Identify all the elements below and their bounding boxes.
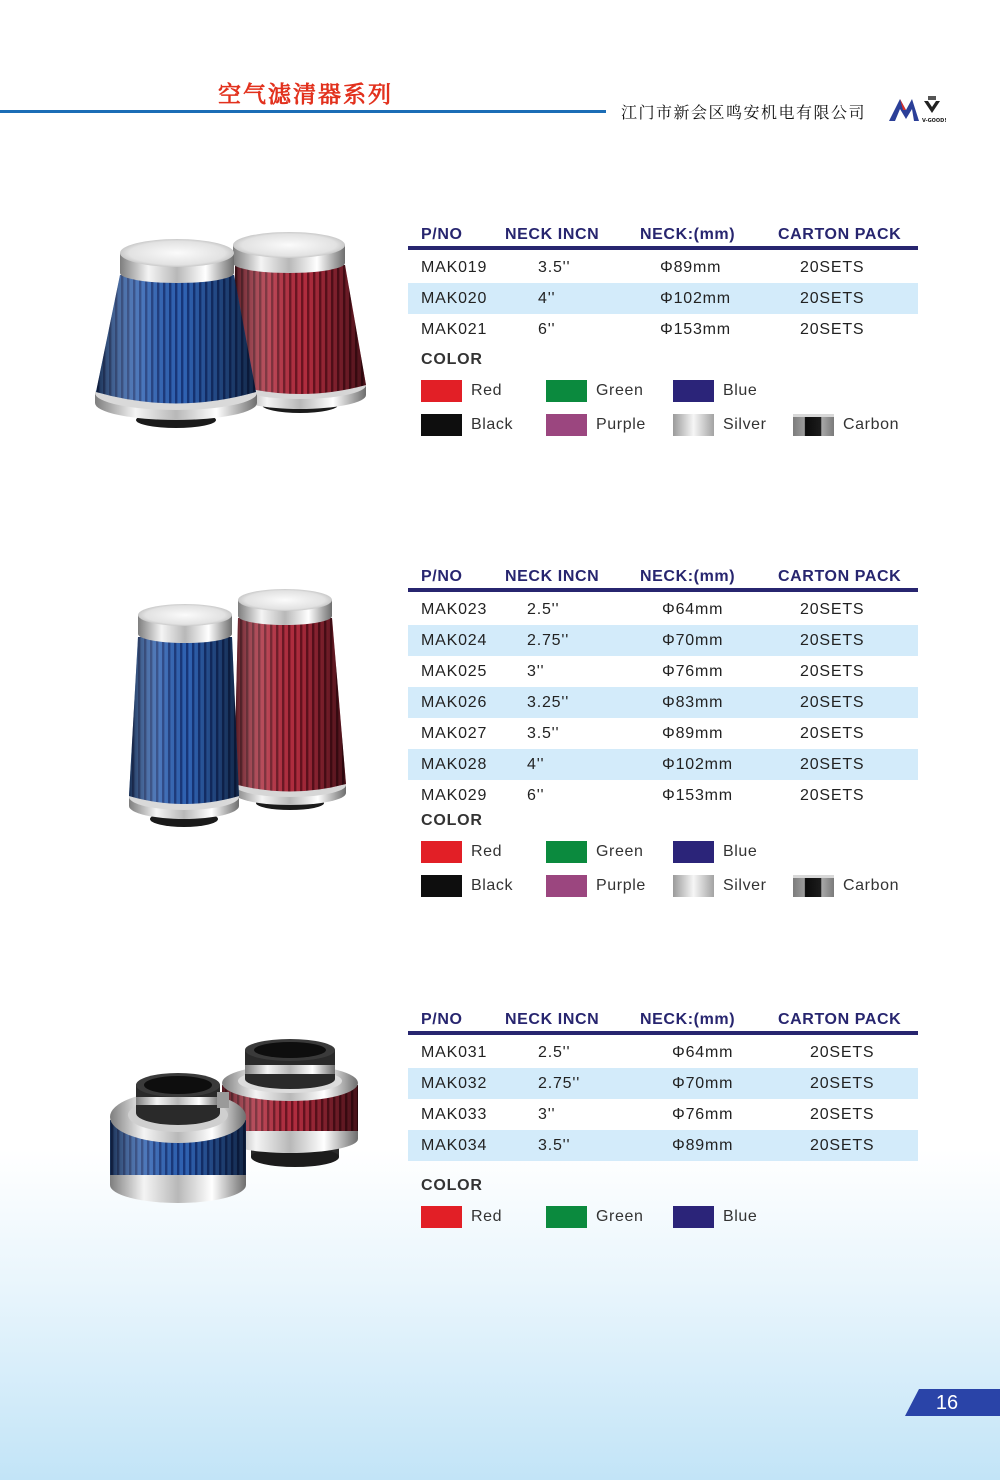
neck-mm: Φ83mm xyxy=(662,694,724,711)
part-number: MAK021 xyxy=(421,321,488,338)
header-neck-inch: NECK INCN xyxy=(505,1011,600,1028)
table-row xyxy=(408,314,918,345)
part-number: MAK019 xyxy=(421,259,488,276)
table-header xyxy=(408,1009,918,1031)
part-number: MAK032 xyxy=(421,1075,488,1092)
color-swatch-carbon xyxy=(793,875,834,897)
carton-pack: 20SETS xyxy=(800,321,865,338)
table-row xyxy=(408,718,918,749)
color-name: Carbon xyxy=(843,877,900,894)
neck-inch: 3.25'' xyxy=(527,694,570,711)
neck-inch: 3.5'' xyxy=(538,1137,571,1154)
part-number: MAK025 xyxy=(421,663,488,680)
carton-pack: 20SETS xyxy=(810,1075,875,1092)
neck-inch: 4'' xyxy=(538,290,556,307)
color-swatch-purple xyxy=(546,875,587,897)
color-swatch-red xyxy=(421,380,462,402)
neck-inch: 6'' xyxy=(527,787,545,804)
color-swatch-blue xyxy=(673,841,714,863)
product-image-pod-filters xyxy=(105,1035,370,1210)
neck-mm: Φ70mm xyxy=(672,1075,734,1092)
header-underline xyxy=(408,246,918,250)
carton-pack: 20SETS xyxy=(800,694,865,711)
carton-pack: 20SETS xyxy=(800,756,865,773)
carton-pack: 20SETS xyxy=(800,663,865,680)
blue-filter xyxy=(95,239,257,428)
neck-inch: 3'' xyxy=(538,1106,556,1123)
color-swatch-black xyxy=(421,414,462,436)
blue-filter xyxy=(129,604,239,827)
carton-pack: 20SETS xyxy=(800,290,865,307)
carton-pack: 20SETS xyxy=(800,259,865,276)
header-part-number: P/NO xyxy=(421,568,463,585)
carton-pack: 20SETS xyxy=(810,1106,875,1123)
neck-mm: Φ102mm xyxy=(660,290,731,307)
table-row xyxy=(408,749,918,780)
header-part-number: P/NO xyxy=(421,226,463,243)
color-name: Purple xyxy=(596,877,646,894)
neck-inch: 2.5'' xyxy=(538,1044,571,1061)
header-carton-pack: CARTON PACK xyxy=(778,226,902,243)
header-part-number: P/NO xyxy=(421,1011,463,1028)
header-underline xyxy=(408,1031,918,1035)
color-name: Purple xyxy=(596,416,646,433)
part-number: MAK027 xyxy=(421,725,488,742)
neck-mm: Φ76mm xyxy=(672,1106,734,1123)
neck-inch: 2.75'' xyxy=(538,1075,581,1092)
color-swatch-silver xyxy=(673,875,714,897)
blue-filter xyxy=(110,1073,246,1203)
carton-pack: 20SETS xyxy=(810,1137,875,1154)
table-row xyxy=(408,625,918,656)
table-row xyxy=(408,1130,918,1161)
header-rule xyxy=(0,110,606,113)
header-neck-inch: NECK INCN xyxy=(505,568,600,585)
page-number-tab xyxy=(895,1385,1000,1420)
red-filter xyxy=(234,589,346,810)
neck-mm: Φ89mm xyxy=(672,1137,734,1154)
table-row xyxy=(408,687,918,718)
color-name: Green xyxy=(596,382,644,399)
table-row xyxy=(408,283,918,314)
color-swatch-black xyxy=(421,875,462,897)
color-swatch-green xyxy=(546,841,587,863)
color-swatch-silver xyxy=(673,414,714,436)
neck-inch: 6'' xyxy=(538,321,556,338)
page-number: 16 xyxy=(935,1392,959,1414)
table-row xyxy=(408,656,918,687)
header-underline xyxy=(408,588,918,592)
part-number: MAK020 xyxy=(421,290,488,307)
color-label: COLOR xyxy=(421,1177,483,1194)
table-row xyxy=(408,1099,918,1130)
company-logo xyxy=(888,95,948,125)
color-name: Black xyxy=(471,877,514,894)
color-swatch-green xyxy=(546,380,587,402)
table-header xyxy=(408,566,918,588)
color-swatch-blue xyxy=(673,380,714,402)
color-name: Blue xyxy=(723,843,758,860)
header-neck-mm: NECK:(mm) xyxy=(640,226,736,243)
color-name: Green xyxy=(596,843,644,860)
neck-mm: Φ102mm xyxy=(662,756,733,773)
neck-mm: Φ89mm xyxy=(662,725,724,742)
table-header xyxy=(408,224,918,246)
table-row xyxy=(408,594,918,625)
color-name: Silver xyxy=(723,877,767,894)
part-number: MAK023 xyxy=(421,601,488,618)
color-name: Blue xyxy=(723,382,758,399)
product-image-cone-filters xyxy=(85,225,375,435)
header-neck-mm: NECK:(mm) xyxy=(640,568,736,585)
table-row xyxy=(408,1068,918,1099)
color-name: Green xyxy=(596,1208,644,1225)
part-number: MAK029 xyxy=(421,787,488,804)
table-row xyxy=(408,1037,918,1068)
neck-inch: 4'' xyxy=(527,756,545,773)
color-name: Red xyxy=(471,382,503,399)
neck-mm: Φ76mm xyxy=(662,663,724,680)
color-name: Red xyxy=(471,1208,503,1225)
neck-inch: 3'' xyxy=(527,663,545,680)
color-swatch-red xyxy=(421,1206,462,1228)
table-row xyxy=(408,252,918,283)
color-swatch-green xyxy=(546,1206,587,1228)
color-name: Carbon xyxy=(843,416,900,433)
neck-mm: Φ64mm xyxy=(662,601,724,618)
carton-pack: 20SETS xyxy=(800,725,865,742)
part-number: MAK024 xyxy=(421,632,488,649)
color-swatch-carbon xyxy=(793,414,834,436)
carton-pack: 20SETS xyxy=(800,787,865,804)
part-number: MAK034 xyxy=(421,1137,488,1154)
color-swatch-purple xyxy=(546,414,587,436)
table-row xyxy=(408,780,918,811)
neck-inch: 3.5'' xyxy=(538,259,571,276)
carton-pack: 20SETS xyxy=(800,632,865,649)
series-title: 空气滤清器系列 xyxy=(218,81,393,108)
neck-inch: 3.5'' xyxy=(527,725,560,742)
color-label: COLOR xyxy=(421,812,483,829)
neck-mm: Φ64mm xyxy=(672,1044,734,1061)
carton-pack: 20SETS xyxy=(810,1044,875,1061)
header-neck-inch: NECK INCN xyxy=(505,226,600,243)
header-carton-pack: CARTON PACK xyxy=(778,1011,902,1028)
color-swatch-blue xyxy=(673,1206,714,1228)
header-carton-pack: CARTON PACK xyxy=(778,568,902,585)
product-image-tall-cone-filters xyxy=(120,585,360,835)
color-label: COLOR xyxy=(421,351,483,368)
neck-mm: Φ70mm xyxy=(662,632,724,649)
header-neck-mm: NECK:(mm) xyxy=(640,1011,736,1028)
part-number: MAK031 xyxy=(421,1044,488,1061)
neck-mm: Φ153mm xyxy=(660,321,731,338)
neck-mm: Φ153mm xyxy=(662,787,733,804)
color-name: Blue xyxy=(723,1208,758,1225)
color-name: Red xyxy=(471,843,503,860)
color-swatch-red xyxy=(421,841,462,863)
logo-text: V-GOOD! xyxy=(922,118,947,124)
part-number: MAK026 xyxy=(421,694,488,711)
color-name: Silver xyxy=(723,416,767,433)
part-number: MAK033 xyxy=(421,1106,488,1123)
company-name: 江门市新会区鸣安机电有限公司 xyxy=(621,103,867,122)
neck-mm: Φ89mm xyxy=(660,259,722,276)
carton-pack: 20SETS xyxy=(800,601,865,618)
color-name: Black xyxy=(471,416,514,433)
neck-inch: 2.75'' xyxy=(527,632,570,649)
part-number: MAK028 xyxy=(421,756,488,773)
neck-inch: 2.5'' xyxy=(527,601,560,618)
